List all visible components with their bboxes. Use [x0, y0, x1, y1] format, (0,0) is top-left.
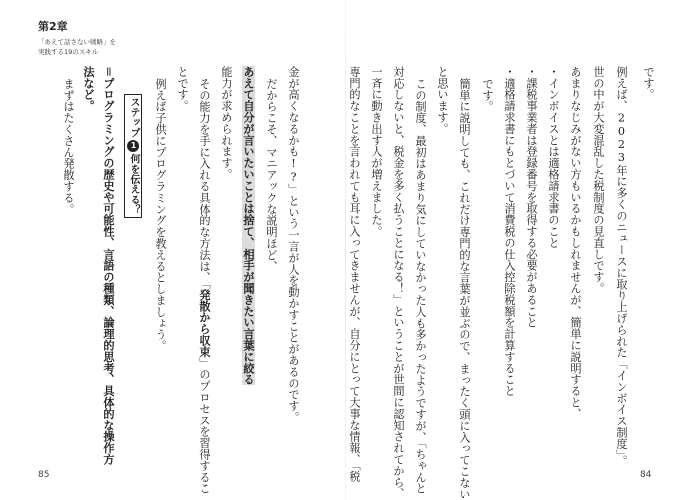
- text-line: 専門的なことを言われても耳に入ってきませんが、自分にとって大事な情報、「税: [348, 66, 361, 483]
- text-line: 世の中が大変混乱した税制度の見直しです。: [592, 66, 605, 294]
- text-line: 金が高くなるかも!?」という一言が人を動かすことがあるのです。: [287, 66, 300, 423]
- text-segment: 」のプロセスを習得するこ: [198, 357, 211, 495]
- bullet-line: ・適格請求書にもとづいて消費税の仕入控除税額を計算すること: [503, 66, 516, 397]
- text-line: です。: [481, 78, 494, 113]
- step-text: 何を伝える？: [128, 153, 139, 216]
- page-number-left: 85: [38, 470, 50, 480]
- step-number-badge: 1: [129, 141, 138, 151]
- chapter-number: 第2章: [38, 20, 68, 33]
- text-segment: その能力を手に入れる具体的な方法は、「: [198, 78, 211, 289]
- text-line: だからこそ、マニアックな説明ほど、: [265, 78, 278, 272]
- step-label: ステップ: [128, 97, 139, 138]
- text-line: あまりなじみがない方もいるかもしれませんが、簡単に説明すると、: [569, 66, 582, 420]
- highlighted-line: [240, 66, 257, 385]
- text-line: まずはたくさん発散する。: [62, 78, 75, 215]
- emphasis-text: 発散から収束: [198, 289, 211, 358]
- chapter-subtitle-line: 「あえて話さない戦略」を: [38, 38, 116, 46]
- text-line: 簡単に説明しても、これだけ専門的な言葉が並ぶので、まったく頭に入ってこない: [458, 78, 471, 500]
- text-line: この制度、最初はあまり気にしていなかった人も多かったようですが、「ちゃんと: [414, 78, 427, 495]
- bullet-line: ・課税事業者は登録番号を取得する必要があること: [525, 66, 538, 329]
- page-number-right: 84: [640, 470, 652, 480]
- text-line: [196, 78, 213, 494]
- bullet-line: ・インボイスとは適格請求書のこと: [547, 66, 560, 249]
- text-line: と思います。: [436, 66, 449, 135]
- text-line: 対応しないと、税金を多く払うことになる！」ということが世間に認知されてから、: [392, 66, 405, 500]
- chapter-subtitle: [38, 37, 208, 57]
- text-line: 例えば子供にプログラミングを教えるとしましょう。: [154, 78, 167, 352]
- bold-line: 法など。: [82, 66, 95, 112]
- step-box: [124, 94, 142, 218]
- highlight-text: あえて自分が言いたいことは捨て、相手が聞きたい言葉に絞る: [242, 66, 255, 386]
- text-line: です。: [642, 66, 655, 101]
- text-line: とです。: [176, 66, 189, 112]
- text-line: 一斉に動き出す人が増えました。: [370, 66, 383, 237]
- chapter-header: [38, 20, 208, 57]
- text-line: 能力が求められます。: [220, 66, 233, 180]
- chapter-subtitle-line: 実践する19のスキル: [38, 48, 99, 56]
- bold-line: ＝プログラミングの歴史や可能性、言語の種類、論理的思考、具体的な操作方: [102, 66, 115, 465]
- text-line: 例えば、2023年に多くのニュースに取り上げられた「インボイス制度」。: [615, 66, 628, 467]
